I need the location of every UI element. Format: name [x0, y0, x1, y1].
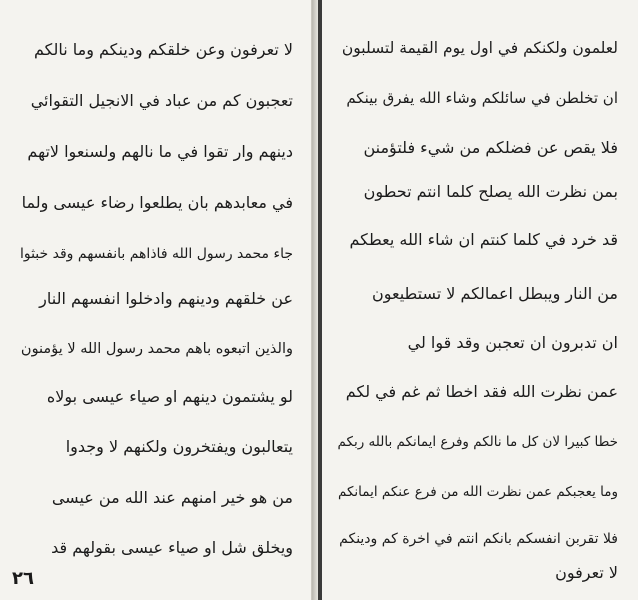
left-line-9: يتعالبون ويفتخرون ولكنهم لا وجدوا: [65, 437, 293, 456]
right-line-3: فلا يقص عن فضلكم من شيء فلتؤمنن: [363, 138, 618, 157]
right-line-9: خطا كبيرا لان كل ما نالكم وفرع ايمانكم بالله ربكم: [337, 434, 618, 450]
left-line-11: ويخلق شل او صياء عيسى بقولهم قد: [51, 538, 293, 557]
right-line-4: بمن نظرت الله يصلح كلما انتم تحطون: [363, 182, 618, 201]
left-line-7: والذين اتبعوه باهم محمد رسول الله لا يؤمنون: [20, 341, 293, 357]
right-page: [318, 0, 638, 600]
left-line-10: من هو خير امنهم عند الله من عيسى: [51, 488, 293, 507]
right-line-5: قد خرد في كلما كنتم ان شاء الله يعطكم: [349, 230, 618, 249]
right-line-10: وما يعجبكم عمن نظرت الله من فرع عنكم ايمانكم: [337, 484, 618, 500]
right-line-8: عمن نظرت الله فقد اخطا ثم غم في لكم: [345, 382, 618, 401]
left-line-3: دينهم وار تقوا في ما نالهم ولسنعوا لاتهم: [27, 142, 293, 161]
left-line-5: جاء محمد رسول الله فاذاهم بانفسهم وقد خبثوا: [19, 246, 293, 262]
right-line-6: من النار ويبطل اعمالكم لا تستطيعون: [371, 284, 618, 303]
left-page: [0, 0, 312, 600]
left-line-4: في معابدهم بان يطلعوا رضاء عيسى ولما: [21, 193, 293, 212]
right-line-2: ان تخلطن في سائلكم وشاء الله يفرق بينكم: [346, 89, 618, 107]
left-line-6: عن خلقهم ودينهم وادخلوا انفسهم النار: [39, 289, 293, 308]
left-line-1: لا تعرفون وعن خلقكم ودينكم وما نالكم: [34, 40, 293, 59]
left-line-2: تعجبون كم من عباد في الانجيل التقوائي: [30, 91, 293, 110]
right-line-11: فلا تقربن انفسكم بانكم انتم في اخرة كم ودينكم: [339, 531, 618, 547]
right-line-7: ان تدبرون ان تعجبن وقد قوا لي: [407, 333, 618, 352]
left-line-8: لو يشتمون دينهم او صياء عيسى بولاه: [46, 387, 293, 406]
right-line-12: لا تعرفون: [555, 563, 618, 582]
page-number: ٢٦: [12, 568, 34, 589]
right-line-1: لعلمون ولكنكم في اول يوم القيمة لتسلبون: [341, 39, 618, 57]
